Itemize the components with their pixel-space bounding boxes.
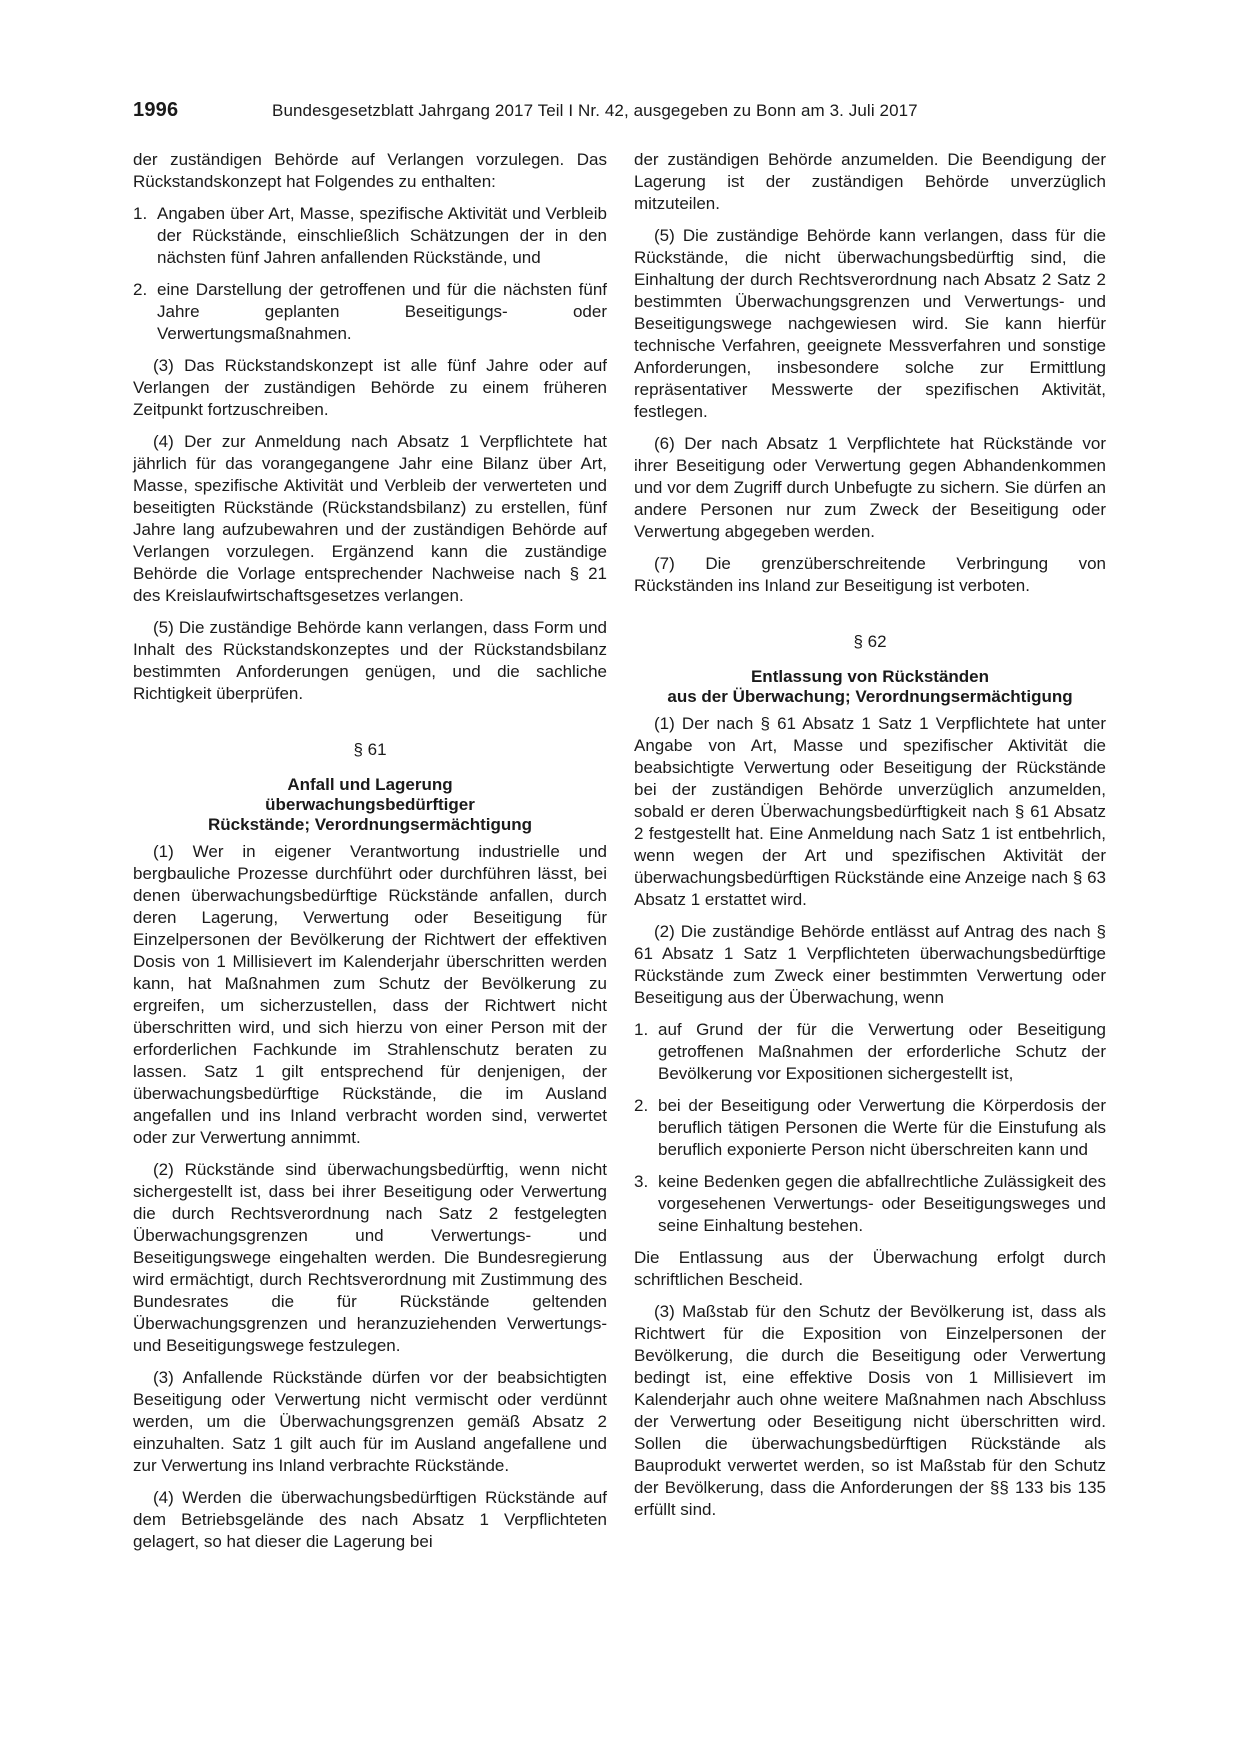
paragraph: der zuständigen Behörde auf Verlangen vorzulegen. Das Rückstandskonzept hat Folgendes zu enthalten: [133, 150, 607, 191]
section-title-line: aus der Überwachung; Verordnungsermächtigung [667, 687, 1073, 706]
list-item-number: 2. [634, 1096, 649, 1115]
paragraph: (5) Die zuständige Behörde kann verlangen, dass für die Rückstände, die nicht überwachungsbedürftig sind, die Einhaltung der durch Rechtsverordnung nach Absatz 2 Satz 2 bestimmten Überwachungsgrenzen und Verwertungs- und Beseitigungswege nachgewiesen wird. Sie kann hierfür technische Verfahren, geeignete Messverfahren und sonstige Anforderungen, insbesondere solche zur Ermittlung repräsentativer Messwerte der spezifischen Aktivität, festlegen. [634, 226, 1106, 421]
paragraph: (3) Maßstab für den Schutz der Bevölkerung ist, dass als Richtwert für die Exposition von Einzelpersonen der Bevölkerung, die durch die Beseitigung oder Verwertung bedingt ist, eine effektive Dosis von 1 Millisievert im Kalenderjahr auch ohne weitere Maßnahmen nach Abschluss der Verwertung oder Beseitigung nicht überschritten wird. Sollen die überwachungsbedürftigen Rückstände als Bauprodukt verwertet werden, so ist Maßstab für den Schutz der Bevölkerung, dass die Anforderungen der §§ 133 bis 135 erfüllt sind. [634, 1302, 1106, 1519]
paragraph: (1) Wer in eigener Verantwortung industrielle und bergbauliche Prozesse durchführt oder durchführen lässt, bei denen überwachungsbedürftige Rückstände anfallen, durch deren Lagerung, Verwertung oder Beseitigung für Einzelpersonen der Bevölkerung der Richtwert der effektiven Dosis von 1 Millisievert im Kalenderjahr überschritten werden kann, hat Maßnahmen zum Schutz der Bevölkerung zu ergreifen, um sicherzustellen, dass der Richtwert nicht überschritten wird, und sich hierzu von einer Person mit der erforderlichen Fachkunde im Strahlenschutz beraten zu lassen. Satz 1 gilt entsprechend für denjenigen, der überwachungsbedürftige Rückstände, die im Ausland angefallen und ins Inland verbracht worden sind, verwertet oder zur Verwertung annimmt. [133, 842, 607, 1147]
paragraph: (2) Die zuständige Behörde entlässt auf Antrag des nach § 61 Absatz 1 Satz 1 Verpflichteten überwachungsbedürftige Rückstände zum Zweck einer bestimmten Verwertung oder Beseitigung aus der Überwachung, wenn [634, 922, 1106, 1007]
section-title-line: Entlassung von Rückständen [750, 667, 990, 686]
paragraph: (3) Anfallende Rückstände dürfen vor der beabsichtigten Beseitigung oder Verwertung nicht vermischt oder verdünnt werden, um die Überwachungsgrenzen gemäß Absatz 2 einzuhalten. Satz 1 gilt auch für im Ausland angefallene und zur Verwertung ins Inland verbrachte Rückstände. [133, 1368, 607, 1475]
section-number: § 62 [853, 632, 887, 651]
section-title-line: Rückstände; Verordnungsermächtigung [208, 815, 532, 834]
section-number: § 61 [353, 740, 387, 759]
paragraph: (2) Rückstände sind überwachungsbedürftig, wenn nicht sichergestellt ist, dass bei ihrer Beseitigung oder Verwertung die durch Rechtsverordnung nach Satz 2 festgelegten Überwachungsgrenzen und Verwertungs- und Beseitigungswege eingehalten werden. Die Bundesregierung wird ermächtigt, durch Rechtsverordnung mit Zustimmung des Bundesrates die für Rückstände geltenden Überwachungsgrenzen und heranzuziehenden Verwertungs- und Beseitigungswege festzulegen. [133, 1160, 607, 1355]
right-column [634, 149, 1106, 1531]
list-item [634, 1019, 1106, 1085]
list-item-text: Angaben über Art, Masse, spezifische Aktivität und Verbleib der Rückstände, einschließlich Schätzungen der in den nächsten fünf Jahren anfallenden Rückstände, und [157, 204, 607, 267]
list-item-number: 1. [133, 204, 148, 223]
running-header: Bundesgesetzblatt Jahrgang 2017 Teil I Nr. 42, ausgegeben zu Bonn am 3. Juli 2017 [272, 101, 918, 120]
paragraph: (3) Das Rückstandskonzept ist alle fünf Jahre oder auf Verlangen der zuständigen Behörde zu einem früheren Zeitpunkt fortzuschreiben. [133, 356, 607, 419]
list-item [133, 279, 607, 345]
section-title-line: Anfall und Lagerung [287, 775, 453, 794]
paragraph: Die Entlassung aus der Überwachung erfolgt durch schriftlichen Bescheid. [634, 1248, 1106, 1289]
list-item-text: bei der Beseitigung oder Verwertung die Körperdosis der beruflich tätigen Personen die Werte für die Einstufung als beruflich exponierte Person nicht überschreiten kann und [658, 1096, 1106, 1159]
paragraph: (4) Der zur Anmeldung nach Absatz 1 Verpflichtete hat jährlich für das vorangegangene Jahr eine Bilanz über Art, Masse, spezifische Aktivität und Verbleib der verwerteten und beseitigten Rückstände (Rückstandsbilanz) zu erstellen, fünf Jahre lang aufzubewahren und der zuständigen Behörde auf Verlangen vorzulegen. Ergänzend kann die zuständige Behörde die Vorlage entsprechender Nachweise nach § 21 des Kreislaufwirtschaftsgesetzes verlangen. [133, 432, 607, 605]
paragraph: (4) Werden die überwachungsbedürftigen Rückstände auf dem Betriebsgelände des nach Absatz 1 Verpflichteten gelagert, so hat dieser die Lagerung bei [133, 1488, 607, 1551]
section-title-line: überwachungsbedürftiger [265, 795, 475, 814]
numbered-list [634, 1019, 1106, 1237]
list-item-text: auf Grund der für die Verwertung oder Beseitigung getroffenen Maßnahmen der erforderliche Schutz der Bevölkerung vor Expositionen sichergestellt ist, [658, 1020, 1106, 1083]
list-item-text: eine Darstellung der getroffenen und für die nächsten fünf Jahre geplanten Beseitigungs- oder Verwertungsmaßnahmen. [157, 280, 607, 343]
list-item-number: 1. [634, 1020, 649, 1039]
paragraph: (6) Der nach Absatz 1 Verpflichtete hat Rückstände vor ihrer Beseitigung oder Verwertung gegen Abhandenkommen und vor dem Zugriff durch Unbefugte zu sichern. Sie dürfen an andere Personen nur zum Zweck der Beseitigung oder Verwertung abgegeben werden. [634, 434, 1106, 541]
list-item [634, 1171, 1106, 1237]
list-item [634, 1095, 1106, 1161]
paragraph: (7) Die grenzüberschreitende Verbringung von Rückständen ins Inland zur Beseitigung ist verboten. [634, 554, 1106, 595]
section-title [634, 667, 1106, 707]
list-item [133, 203, 607, 269]
list-item-number: 2. [133, 280, 148, 299]
list-item-number: 3. [634, 1172, 649, 1191]
paragraph: der zuständigen Behörde anzumelden. Die Beendigung der Lagerung ist der zuständigen Behörde unverzüglich mitzuteilen. [634, 150, 1106, 213]
paragraph: (1) Der nach § 61 Absatz 1 Satz 1 Verpflichtete hat unter Angabe von Art, Masse und spezifischer Aktivität die beabsichtigte Verwertung oder Beseitigung der Rückstände bei der zuständigen Behörde unverzüglich anzumelden, sobald er deren Überwachungsbedürftigkeit nach § 61 Absatz 2 festgestellt hat. Eine Anmeldung nach Satz 1 ist entbehrlich, wenn wegen der Art und spezifischen Aktivität der überwachungsbedürftigen Rückstände eine Anzeige nach § 63 Absatz 1 erstattet wird. [634, 714, 1106, 909]
numbered-list [133, 203, 607, 345]
paragraph: (5) Die zuständige Behörde kann verlangen, dass Form und Inhalt des Rückstandskonzeptes und der Rückstandsbilanz bestimmten Anforderungen genügen, und die sachliche Richtigkeit überprüfen. [133, 618, 607, 703]
page-number: 1996 [133, 99, 179, 121]
left-column [133, 149, 607, 1563]
section-title [133, 775, 607, 835]
list-item-text: keine Bedenken gegen die abfallrechtliche Zulässigkeit des vorgesehenen Verwertungs- oder Beseitigungsweges und seine Einhaltung bestehen. [658, 1172, 1106, 1235]
